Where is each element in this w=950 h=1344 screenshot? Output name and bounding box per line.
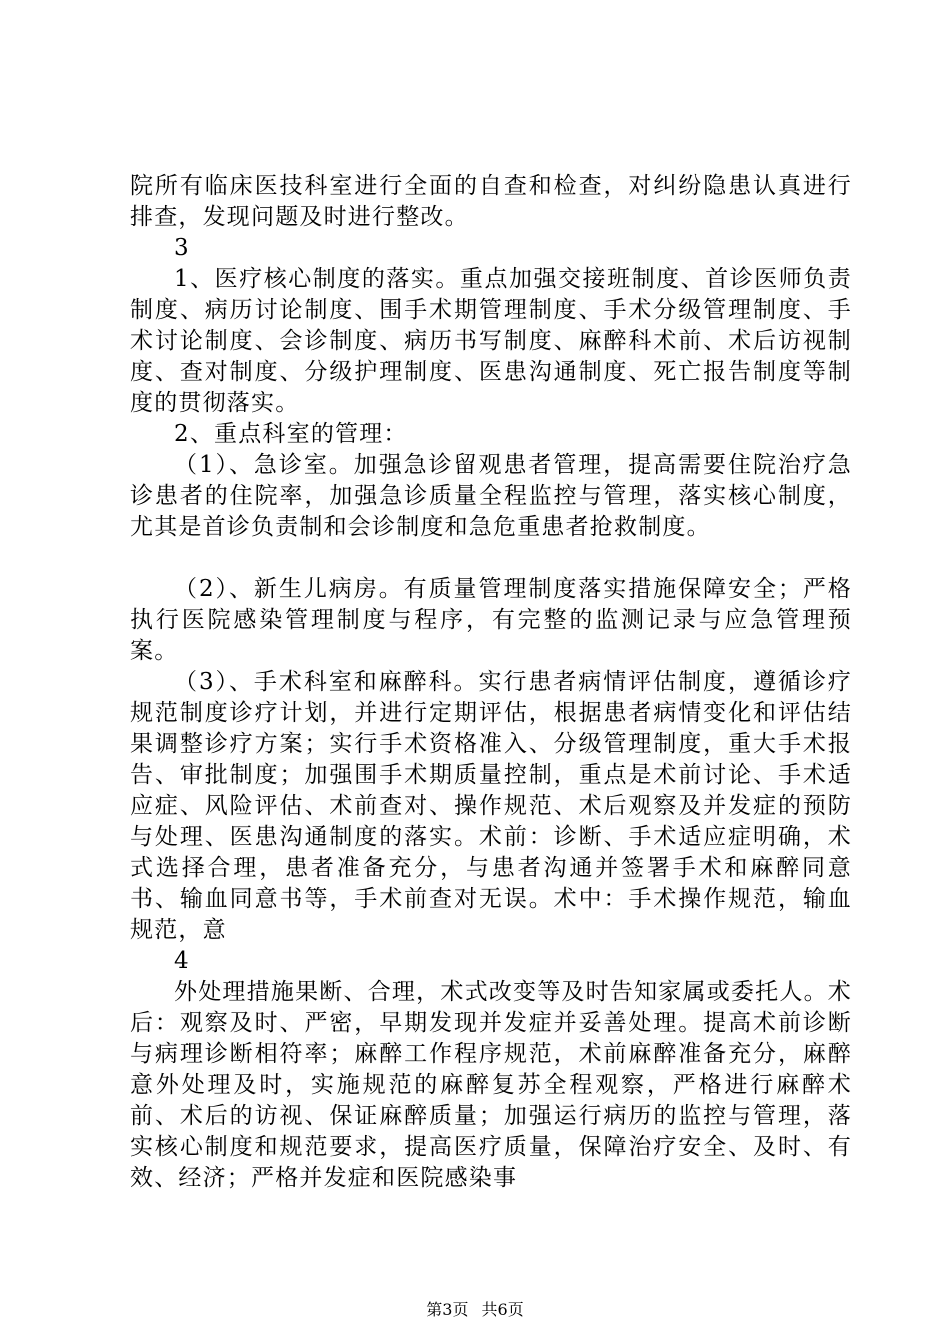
paragraph-emergency-room: （1）、急诊室。加强急诊留观患者管理，提高需要住院治疗急诊患者的住院率，加强急诊质量全程监控与管理，落实核心制度，尤其是首诊负责制和会诊制度和急危重患者抢救制度。 [130,452,852,540]
document-body [130,171,852,1194]
paragraph-core-systems: 1、医疗核心制度的落实。重点加强交接班制度、首诊医师负责制度、病历讨论制度、围手术期管理制度、手术分级管理制度、手术讨论制度、会诊制度、病历书写制度、麻醉科术前、术后访视制度、查对制度、分级护理制度、医患沟通制度、死亡报告制度等制度的贯彻落实。 [130,266,852,416]
page-number-total: 共6页 [481,1300,524,1319]
page-marker-4: 4 [174,948,190,974]
paragraph-surgery-anesthesia: （3）、手术科室和麻醉科。实行患者病情评估制度，遵循诊疗规范制度诊疗计划，并进行定期评估，根据患者病情变化和评估结果调整诊疗方案；实行手术资格准入、分级管理制度，重大手术报告、审批制度；加强围手术期质量控制，重点是术前讨论、手术适应症、风险评估、术前查对、操作规范、术后观察及并发症的预防与处理、医患沟通制度的落实。术前：诊断、手术适应症明确，术式选择合理，患者准备充分，与患者沟通并签署手术和麻醉同意书、输血同意书等，手术前查对无误。术中：手术操作规范，输血规范，意 [130,669,852,943]
paragraph-gap [130,543,852,574]
paragraph-postop: 外处理措施果断、合理，术式改变等及时告知家属或委托人。术后：观察及时、严密，早期发现并发症并妥善处理。提高术前诊断与病理诊断相符率；麻醉工作程序规范，术前麻醉准备充分，麻醉意外处理及时，实施规范的麻醉复苏全程观察，严格进行麻醉术前、术后的访视、保证麻醉质量；加强运行病历的监控与管理，落实核心制度和规范要求，提高医疗质量，保障治疗安全、及时、有效、经济；严格并发症和医院感染事 [130,979,852,1191]
paragraph-key-departments: 2、重点科室的管理： [174,421,408,447]
paragraph-continuation: 院所有临床医技科室进行全面的自查和检查，对纠纷隐患认真进行排查，发现问题及时进行整改。 [130,173,852,230]
paragraph-neonatal-ward: （2）、新生儿病房。有质量管理制度落实措施保障安全；严格执行医院感染管理制度与程序，有完整的监测记录与应急管理预案。 [130,576,852,664]
page-footer [0,1300,950,1320]
page-number-current: 第3页 [426,1300,469,1319]
page-marker-3: 3 [174,235,190,261]
